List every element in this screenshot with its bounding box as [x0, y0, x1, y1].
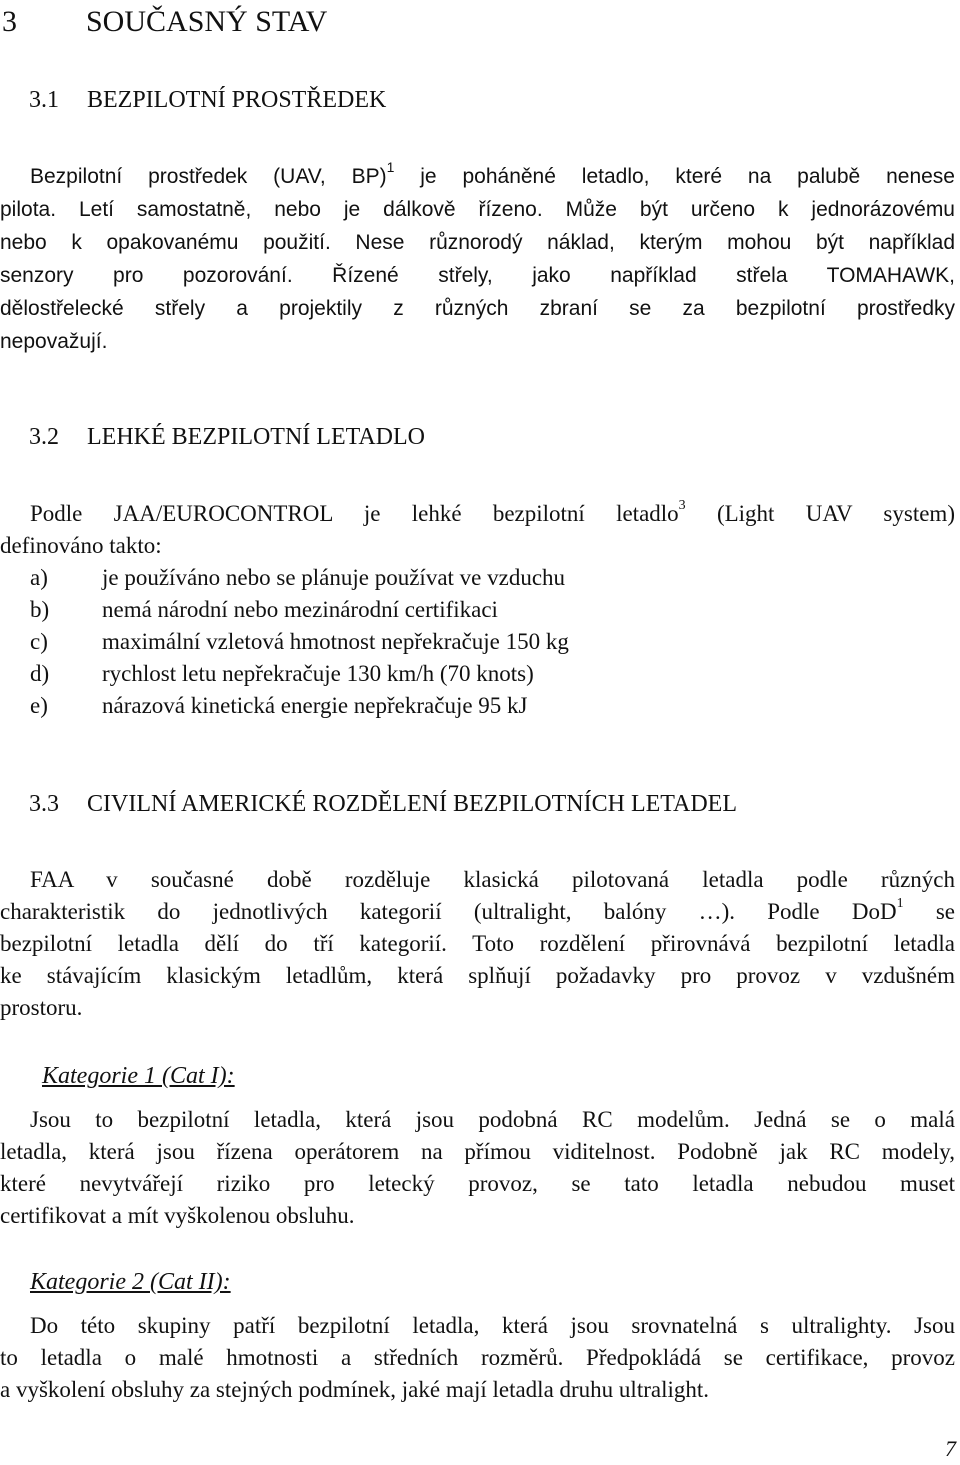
- chapter-number: 3: [2, 5, 17, 38]
- paragraph-line: pilota. Letí samostatně, nebo je dálkově řízeno. Může být určeno k jednorázovému: [0, 198, 955, 221]
- section-heading-3-1: [29, 84, 386, 116]
- paragraph-line: certifikovat a mít vyškolenou obsluhu.: [0, 1203, 355, 1228]
- paragraph-line: které nevytvářejí riziko pro letecký provoz, se tato letadla nebudou muset: [0, 1171, 955, 1196]
- section-title: CIVILNÍ AMERICKÉ ROZDĚLENÍ BEZPILOTNÍCH LETADEL: [87, 791, 737, 817]
- paragraph-line: FAA v současné době rozděluje klasická pilotovaná letadla podle různých: [30, 867, 955, 892]
- paragraph-line: dělostřelecké střely a projektily z různých zbraní se za bezpilotní prostředky: [0, 297, 955, 320]
- paragraph-category-2: [0, 1310, 955, 1406]
- section-number: 3.2: [29, 424, 59, 450]
- section-number: 3.3: [29, 791, 59, 817]
- footnote-ref[interactable]: 1: [386, 160, 395, 175]
- paragraph-line: Jsou to bezpilotní letadla, která jsou podobná RC modelům. Jedná se o malá: [30, 1107, 955, 1132]
- paragraph-line: a vyškolení obsluhy za stejných podmínek, jaké mají letadla druhu ultralight.: [0, 1377, 710, 1402]
- section-number: 3.1: [29, 87, 59, 113]
- footnote-ref[interactable]: 3: [678, 498, 686, 514]
- section-title: BEZPILOTNÍ PROSTŘEDEK: [87, 87, 387, 113]
- paragraph-line: definováno takto:: [0, 533, 162, 558]
- paragraph-line: to letadla o malé hmotnosti a středních rozměrů. Předpokládá se certifikace, provoz: [0, 1345, 955, 1370]
- paragraph-line: Bezpilotní prostředek (UAV, BP)$^1$ je poháněné letadlo, které na palubě nenese: [30, 160, 955, 188]
- paragraph-line: ke stávajícím klasickým letadlům, která splňují požadavky pro provoz v vzdušném: [0, 963, 955, 988]
- chapter-heading: [2, 2, 327, 42]
- paragraph-line: senzory pro pozorování. Řízené střely, jako například střela TOMAHAWK,: [0, 264, 955, 287]
- category-1-heading: Kategorie 1 (Cat I):: [42, 1063, 235, 1089]
- paragraph-lehke-letadlo: [0, 498, 955, 562]
- footnote-ref[interactable]: 1: [896, 896, 904, 912]
- section-heading-3-2: [29, 421, 425, 453]
- list-item: a) je používáno nebo se plánuje používat ve vzduchu: [30, 565, 566, 590]
- paragraph-line: nebo k opakovanému použití. Nese různorodý náklad, kterým mohou být například: [0, 231, 955, 254]
- paragraph-line: nepovažují.: [0, 330, 108, 353]
- paragraph-line: Podle JAA/EUROCONTROL je lehké bezpilotní letadlo$^3$ (Light UAV system): [30, 498, 955, 526]
- paragraph-civilni-rozdeleni: [0, 864, 955, 1024]
- paragraph-line: letadla, která jsou řízena operátorem na přímou viditelnost. Podobně jak RC modely,: [0, 1139, 955, 1164]
- paragraph-bezpilotni-prostredek: [0, 160, 955, 358]
- list-item: d) rychlost letu nepřekračuje 130 km/h (70 knots): [30, 661, 534, 686]
- section-title: LEHKÉ BEZPILOTNÍ LETADLO: [87, 424, 426, 450]
- list-item: e) nárazová kinetická energie nepřekračuje 95 kJ: [30, 693, 528, 718]
- criteria-list: [30, 562, 730, 722]
- paragraph-line: bezpilotní letadla dělí do tří kategorií. Toto rozdělení přirovnává bezpilotní letadla: [0, 931, 955, 956]
- page-number: 7: [945, 1436, 956, 1461]
- paragraph-category-1: [0, 1104, 955, 1232]
- section-heading-3-3: [29, 788, 737, 820]
- list-item: c) maximální vzletová hmotnost nepřekračuje 150 kg: [30, 629, 569, 654]
- paragraph-line: prostoru.: [0, 995, 83, 1020]
- chapter-title: SOUČASNÝ STAV: [86, 5, 328, 38]
- paragraph-line: charakteristik do jednotlivých kategorií (ultralight, balóny …). Podle DoD$^1$ se: [0, 896, 955, 924]
- category-2-heading: Kategorie 2 (Cat II):: [30, 1269, 231, 1295]
- paragraph-line: Do této skupiny patří bezpilotní letadla, která jsou srovnatelná s ultralighty. Jsou: [30, 1313, 955, 1338]
- list-item: b) nemá národní nebo mezinárodní certifikaci: [30, 597, 498, 622]
